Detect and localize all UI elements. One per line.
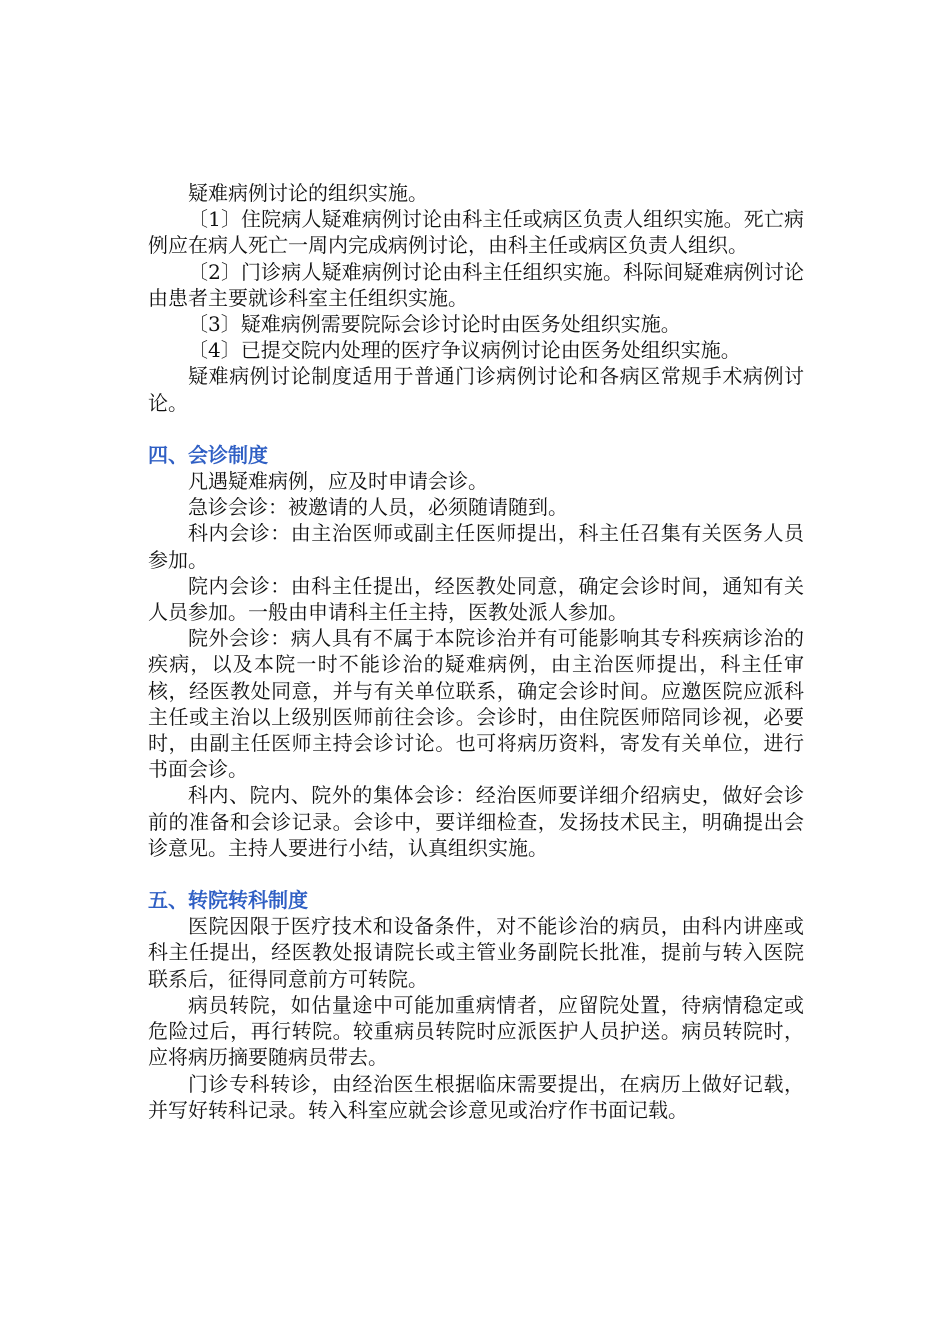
paragraph: 急诊会诊：被邀请的人员，必须随请随到。 xyxy=(188,495,568,520)
paragraph: 〔3〕疑难病例需要院际会诊讨论时由医务处组织实施。 xyxy=(188,312,681,337)
paragraph: 疑难病例讨论的组织实施。 xyxy=(188,181,428,205)
paragraph: 医院因限于医疗技术和设备条件，对不能诊治的病员，由科内讲座或科主任提出，经医教处报请院长或主管业务副院长批准，提前与转入医院联系后，征得同意前方可转院。 xyxy=(148,914,804,991)
paragraph: 〔4〕已提交院内处理的医疗争议病例讨论由医务处组织实施。 xyxy=(188,338,741,363)
section-transfer xyxy=(148,887,804,1123)
paragraph: 〔2〕门诊病人疑难病例讨论由科主任组织实施。科际间疑难病例讨论由患者主要就诊科室主任组织实施。 xyxy=(148,259,804,310)
paragraph: 病员转院，如估量途中可能加重病情者，应留院处置，待病情稳定或危险过后，再行转院。较重病员转院时应派医护人员护送。病员转院时，应将病历摘要随病员带去。 xyxy=(148,992,804,1070)
paragraph: 凡遇疑难病例，应及时申请会诊。 xyxy=(188,469,488,494)
paragraph: 〔1〕住院病人疑难病例讨论由科主任或病区负责人组织实施。死亡病例应在病人死亡一周内完成病例讨论，由科主任或病区负责人组织。 xyxy=(148,207,804,258)
paragraph: 院外会诊：病人具有不属于本院诊治并有可能影响其专科疾病诊治的疾病，以及本院一时不能诊治的疑难病例，由主治医师提出，科主任审核，经医教处同意，并与有关单位联系，确定会诊时间。应邀医院应派科主任或主治以上级别医师前往会诊。会诊时，由住院医师陪同诊视，必要时，由副主任医师主持会诊讨论。也可将病历资料，寄发有关单位，进行书面会诊。 xyxy=(148,626,804,782)
section-heading: 五、转院转科制度 xyxy=(148,888,308,913)
paragraph: 院内会诊：由科主任提出，经医教处同意，确定会诊时间，通知有关人员参加。一般由申请科主任主持，医教处派人参加。 xyxy=(148,573,804,625)
paragraph: 科内、院内、院外的集体会诊：经治医师要详细介绍病史，做好会诊前的准备和会诊记录。会诊中，要详细检查，发扬技术民主，明确提出会诊意见。主持人要进行小结，认真组织实施。 xyxy=(148,783,804,860)
paragraph: 科内会诊：由主治医师或副主任医师提出，科主任召集有关医务人员参加。 xyxy=(148,521,804,572)
paragraph: 门诊专科转诊，由经治医生根据临床需要提出，在病历上做好记载，并写好转科记录。转入科室应就会诊意见或治疗作书面记载。 xyxy=(148,1071,804,1122)
document-page xyxy=(148,180,804,1123)
section-consultation xyxy=(148,442,804,861)
paragraph: 疑难病例讨论制度适用于普通门诊病例讨论和各病区常规手术病例讨论。 xyxy=(148,364,804,415)
section-heading: 四、会诊制度 xyxy=(148,442,268,467)
section-case-discussion xyxy=(148,180,804,416)
